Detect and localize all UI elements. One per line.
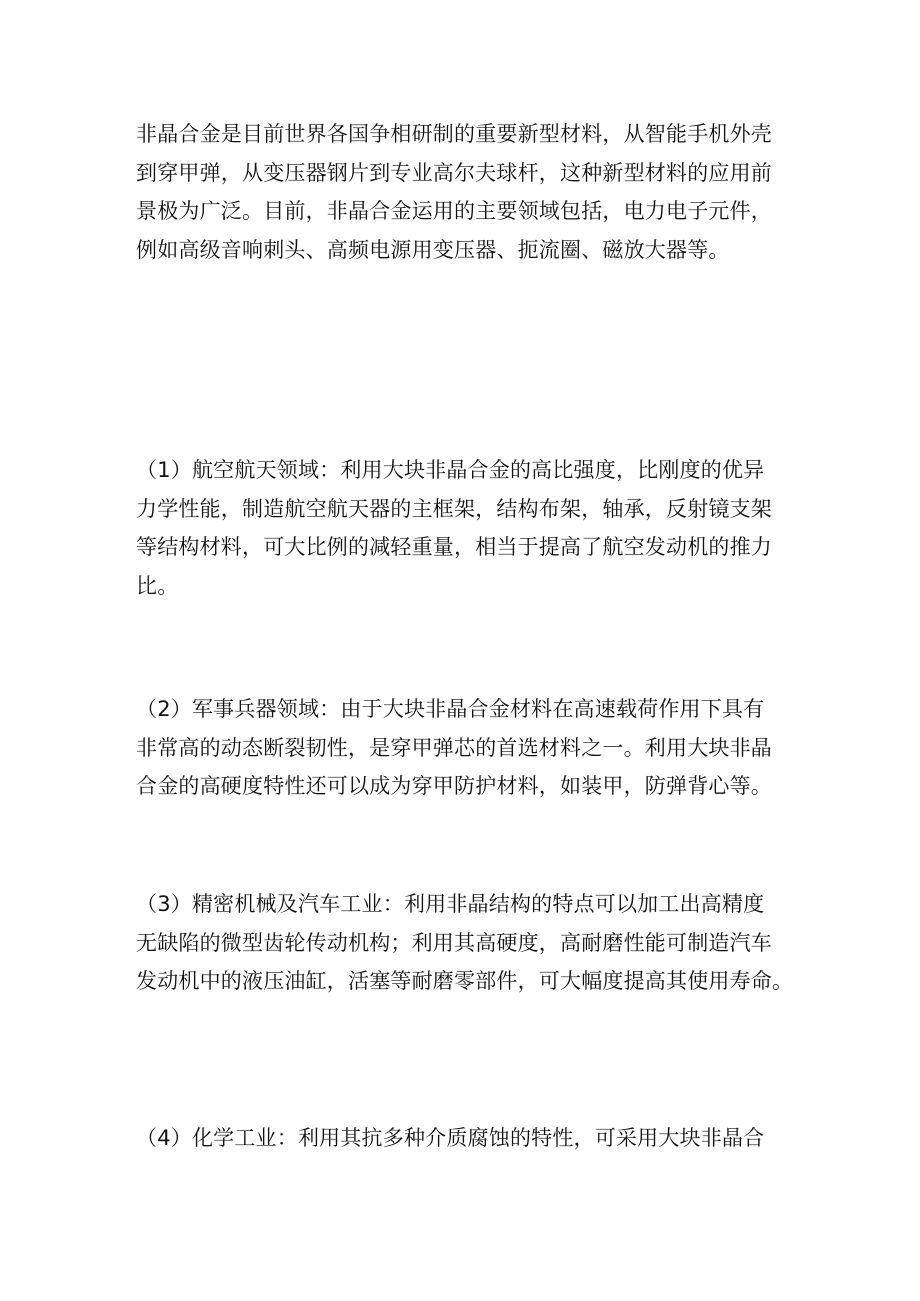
text-line: 非常高的动态断裂韧性，是穿甲弹芯的首选材料之一。利用大块非晶 <box>136 735 772 760</box>
text-line: （1）航空航天领域：利用大块非晶合金的高比强度，比刚度的优异 <box>136 458 765 482</box>
paragraph-intro <box>136 115 796 269</box>
text-line: 等结构材料，可大比例的减轻重量，相当于提高了航空发动机的推力 <box>136 535 772 559</box>
paragraph-military <box>136 690 796 806</box>
text-line: 景极为广泛。目前，非晶合金运用的主要领域包括，电力电子元件， <box>136 199 772 223</box>
text-line: 到穿甲弹，从变压器钢片到专业高尔夫球杆，这种新型材料的应用前 <box>136 160 772 185</box>
paragraph-chemical <box>136 1119 796 1158</box>
text-line: 例如高级音响刺头、高频电源用变压器、扼流圈、磁放大器等。 <box>136 237 730 262</box>
text-line: 比。 <box>136 573 179 598</box>
text-line: 发动机中的液压油缸，活塞等耐磨零部件，可大幅度提高其使用寿命。 <box>136 969 794 993</box>
paragraph-mechanical <box>136 885 796 1001</box>
text-line: 合金的高硬度特性还可以成为穿甲防护材料，如装甲，防弹背心等。 <box>136 774 772 798</box>
paragraph-aerospace <box>136 451 796 605</box>
text-line: 力学性能，制造航空航天器的主框架，结构布架，轴承，反射镜支架 <box>136 496 772 521</box>
text-line: （4）化学工业：利用其抗多种介质腐蚀的特性，可采用大块非晶合 <box>136 1126 765 1150</box>
text-line: （2）军事兵器领域：由于大块非晶合金材料在高速载荷作用下具有 <box>136 697 765 721</box>
text-line: 无缺陷的微型齿轮传动机构；利用其高硬度，高耐磨性能可制造汽车 <box>136 930 772 955</box>
text-line: 非晶合金是目前世界各国争相研制的重要新型材料，从智能手机外壳 <box>136 122 772 146</box>
text-line: （3）精密机械及汽车工业：利用非晶结构的特点可以加工出高精度 <box>136 892 765 916</box>
